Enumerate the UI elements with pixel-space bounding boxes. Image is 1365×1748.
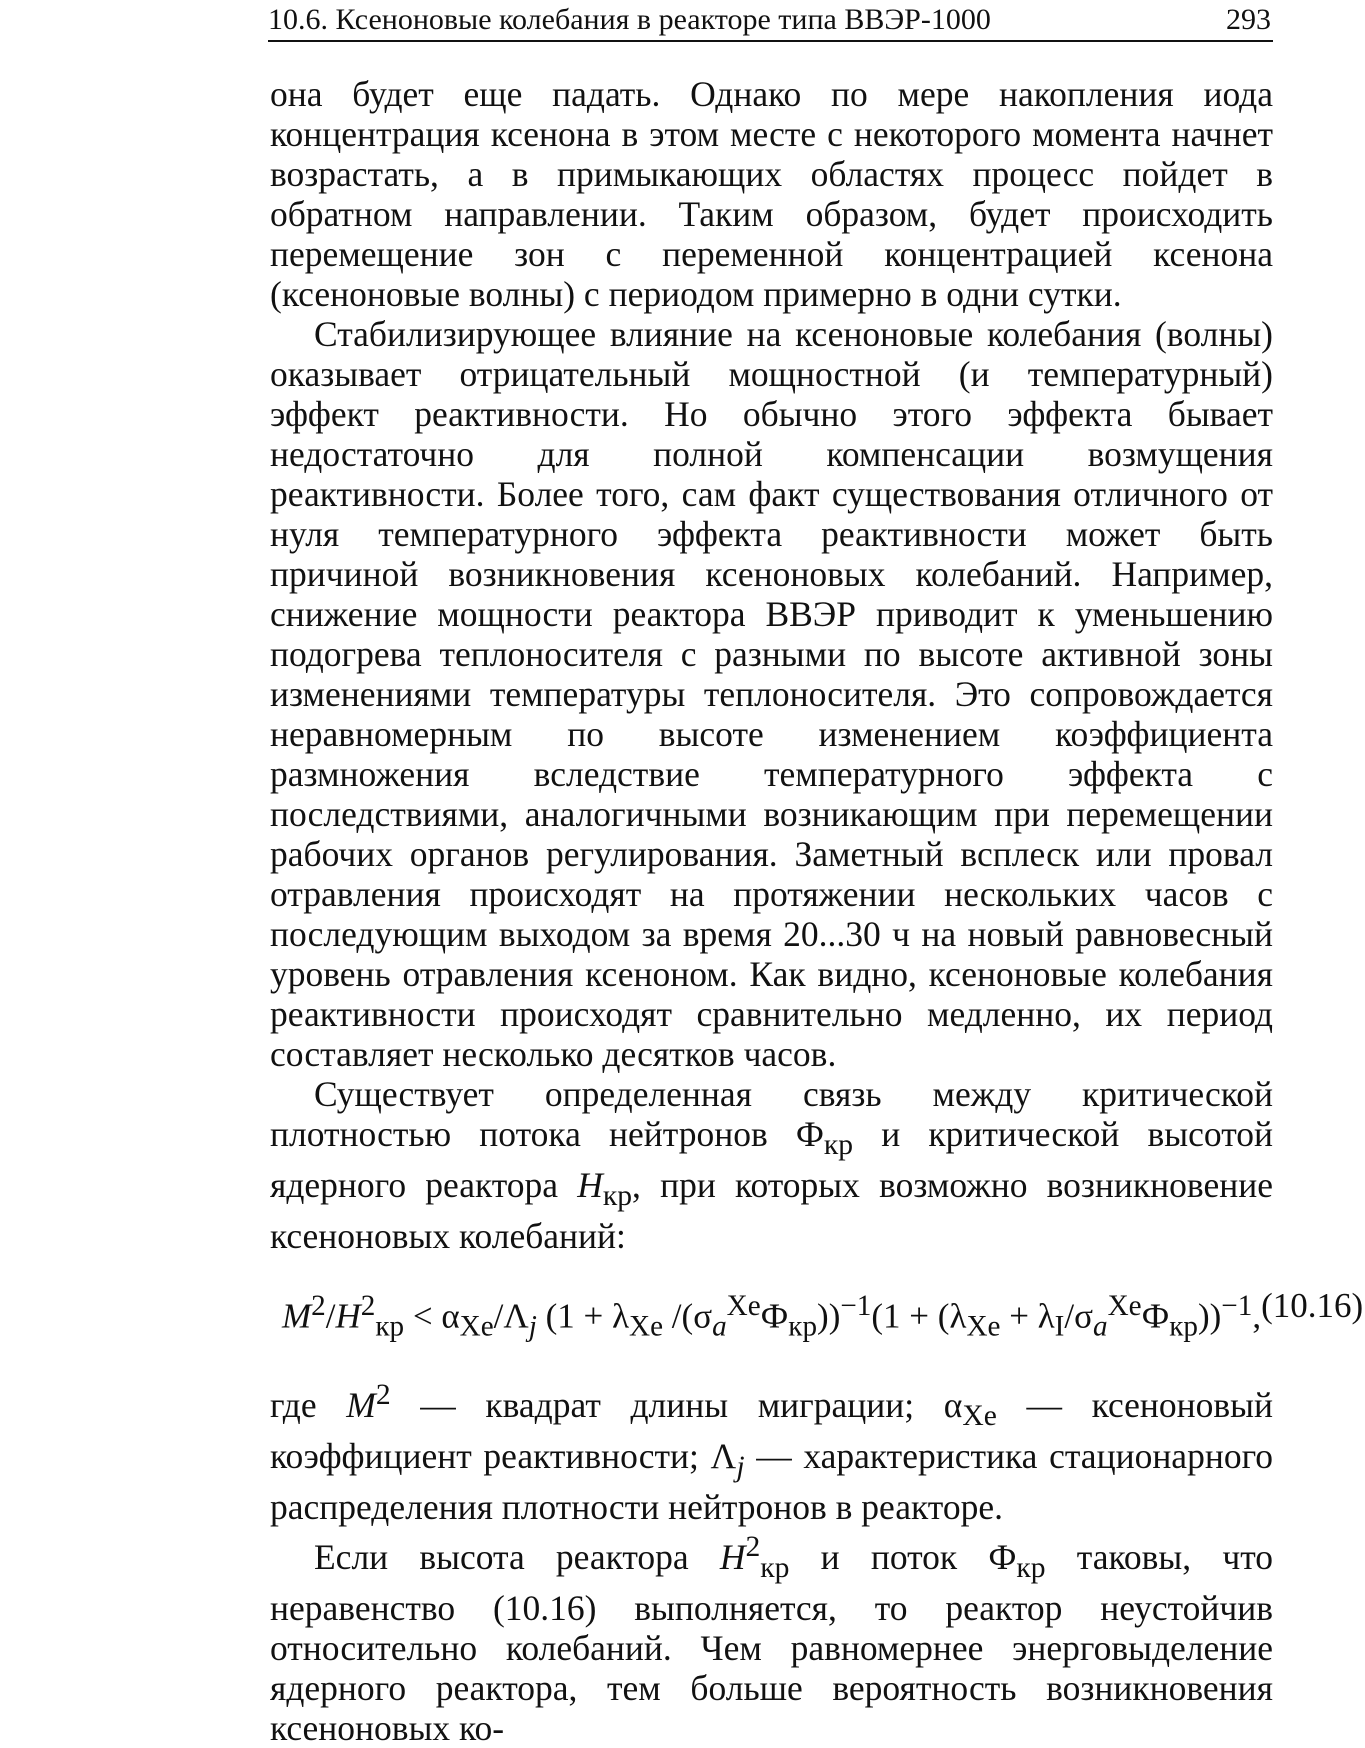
header-title: 10.6. Ксеноновые колебания в реакторе типа ВВЭР-1000 xyxy=(268,3,991,36)
eq-lambda: λ xyxy=(1037,1296,1055,1336)
equation-number: (10.16) xyxy=(1261,1286,1364,1326)
equation-10-16 xyxy=(270,1286,1364,1347)
eq-m: M xyxy=(282,1296,312,1336)
p4-text-3: — ксеноновый коэффициент реактивности; Λ xyxy=(270,1384,1273,1476)
p3-text-1: Существует определенная связь между критической плотностью потока нейтронов Ф xyxy=(270,1074,1273,1154)
running-header xyxy=(268,0,1273,42)
p4-m-symbol: M xyxy=(346,1384,376,1425)
paragraph-4 xyxy=(270,1375,1273,1527)
eq-h: H xyxy=(335,1296,361,1336)
p3-sub-2: кр xyxy=(602,1180,633,1213)
eq-lambda-cap: Λ xyxy=(503,1296,529,1336)
paragraph-3 xyxy=(270,1074,1273,1256)
eq-phi: Ф xyxy=(760,1296,789,1336)
p5-text-1: Если высота реактора xyxy=(314,1536,720,1577)
p4-sup: 2 xyxy=(375,1378,391,1411)
eq-sup: Xe xyxy=(726,1290,761,1323)
p4-sub-2: j xyxy=(736,1450,745,1483)
p5-text-3: таковы, что неравенство (10.16) выполняется, то реактор неустойчив относительно колебаний. Чем равномернее энерговыделение ядерного реактора, тем больше вероятность возникновения ксеноновых ко- xyxy=(270,1536,1273,1748)
eq-lambda: λ xyxy=(612,1296,630,1336)
page-number: 293 xyxy=(1226,3,1271,36)
paragraph-5 xyxy=(270,1527,1273,1748)
p5-h-symbol: H xyxy=(719,1536,746,1577)
p3-text-2: и критической высотой ядерного реактора xyxy=(270,1114,1273,1206)
p5-sup: 2 xyxy=(745,1530,761,1563)
p3-text-3: , при которых возможно возникновение ксеноновых колебаний: xyxy=(270,1165,1273,1257)
eq-lambda: λ xyxy=(949,1296,967,1336)
eq-sub: кр xyxy=(788,1310,818,1343)
eq-sub: a xyxy=(712,1310,727,1343)
eq-sigma: σ xyxy=(1074,1296,1093,1336)
eq-sub: кр xyxy=(375,1310,405,1343)
eq-sup: Xe xyxy=(1107,1290,1142,1323)
eq-sub: кр xyxy=(1169,1310,1198,1343)
p5-sub-1: кр xyxy=(760,1551,790,1584)
eq-sup: 2 xyxy=(360,1290,376,1323)
p5-sub-2: кр xyxy=(1016,1551,1046,1584)
eq-sup: −1 xyxy=(840,1290,872,1323)
eq-sub: Xe xyxy=(966,1310,1001,1343)
p4-text-2: — квадрат длины миграции; α xyxy=(390,1384,963,1425)
eq-sub: a xyxy=(1093,1310,1108,1343)
paragraph-1: она будет еще падать. Однако по мере накопления иода концентрация ксенона в этом месте с некоторого момента начнет возрастать, а в примыкающих областях процесс пойдет в обратном направлении. Таким образом, будет происходить перемещение зон с переменной концентрацией ксенона (ксеноновые волны) с периодом примерно в одни сутки. xyxy=(270,74,1273,314)
eq-sub: Xe xyxy=(629,1310,664,1343)
equation-expression: $M^2/H^2_{кр} < \alpha_{Xe}/\Lambda_j$ ($1 + \lambda_{Xe}$ $/(\sigma_a^{Xe}Ф_{кр}))^{-1}(1 + (\lambda_{Xe} + \lambda_I/\sigma_a^{Xe}Ф_{кр}))^{-1}$, xyxy=(282,1290,1262,1343)
page-body xyxy=(270,74,1364,1748)
eq-sup: 2 xyxy=(311,1290,326,1323)
eq-sigma: σ xyxy=(693,1296,713,1336)
p4-text-4: — характеристика стационарного распределения плотности нейтронов в реакторе. xyxy=(270,1435,1273,1527)
eq-sub: j xyxy=(528,1310,537,1343)
eq-sub: Xe xyxy=(459,1310,494,1343)
p5-text-2: и поток Ф xyxy=(789,1536,1017,1577)
p4-sub-1: Xe xyxy=(962,1399,997,1432)
eq-sup: −1 xyxy=(1221,1290,1253,1323)
eq-alpha: α xyxy=(441,1296,460,1336)
p3-h-symbol: H xyxy=(577,1165,603,1206)
eq-sub: I xyxy=(1054,1310,1065,1343)
eq-phi: Ф xyxy=(1141,1296,1170,1336)
paragraph-2: Стабилизирующее влияние на ксеноновые колебания (волны) оказывает отрицательный мощностной (и температурный) эффект реактивности. Но обычно этого эффекта бывает недостаточно для полной компенсации возмущения реактивности. Более того, сам факт существования отличного от нуля температурного эффекта реактивности может быть причиной возникновения ксеноновых колебаний. Например, снижение мощности реактора ВВЭР приводит к уменьшению подогрева теплоносителя с разными по высоте активной зоны изменениями температуры теплоносителя. Это сопровождается неравномерным по высоте изменением коэффициента размножения вследствие температурного эффекта с последствиями, аналогичными возникающим при перемещении рабочих органов регулирования. Заметный всплеск или провал отравления происходят на протяжении нескольких часов с последующим выходом за время 20...30 ч на новый равновесный уровень отравления ксеноном. Как видно, ксеноновые колебания реактивности происходят сравнительно медленно, их период составляет несколько десятков часов. xyxy=(270,314,1273,1074)
p4-text-1: где xyxy=(270,1384,347,1425)
p3-sub-1: кр xyxy=(823,1129,854,1162)
